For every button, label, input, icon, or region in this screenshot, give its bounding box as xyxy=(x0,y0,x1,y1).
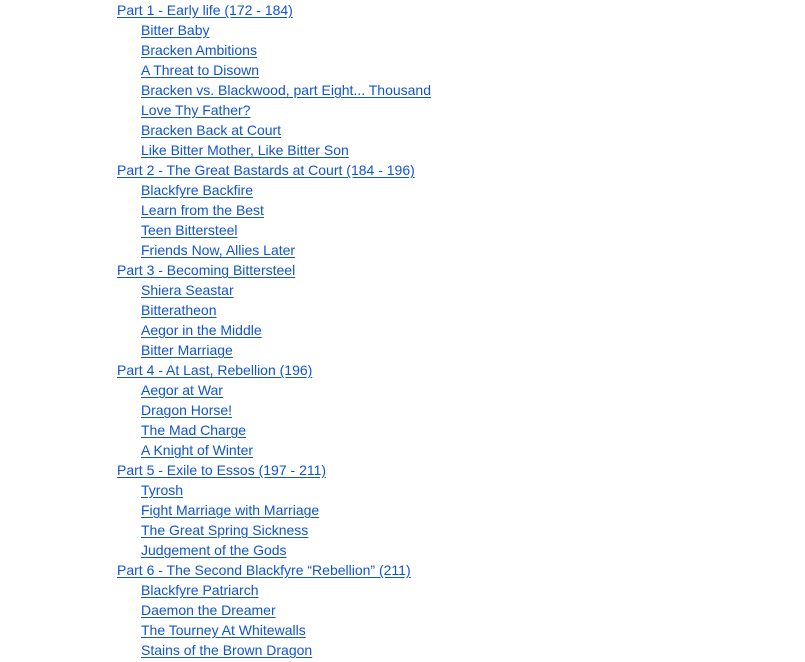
toc-chapter-item xyxy=(117,340,431,360)
toc-chapter-item xyxy=(117,440,431,460)
toc-chapter-link[interactable]: The Mad Charge xyxy=(141,422,247,438)
toc-chapter-link[interactable]: Dragon Horse! xyxy=(141,402,233,418)
toc-chapter-item xyxy=(117,180,431,200)
toc-chapter-link[interactable]: A Threat to Disown xyxy=(141,62,260,78)
toc-part-link[interactable]: Part 4 - At Last, Rebellion (196) xyxy=(117,362,313,378)
toc-chapter-link[interactable]: Teen Bittersteel xyxy=(141,222,238,238)
toc-chapter-item xyxy=(117,60,431,80)
table-of-contents xyxy=(117,0,431,660)
toc-chapter-link[interactable]: Tyrosh xyxy=(141,482,184,498)
toc-chapter-item xyxy=(117,580,431,600)
toc-chapter-link[interactable]: Learn from the Best xyxy=(141,202,264,218)
toc-chapter-link[interactable]: Fight Marriage with Marriage xyxy=(141,502,320,518)
toc-chapter-item xyxy=(117,520,431,540)
toc-part-link[interactable]: Part 2 - The Great Bastards at Court (184 - 196) xyxy=(117,162,415,178)
toc-part-item xyxy=(117,360,431,380)
toc-part-link[interactable]: Part 1 - Early life (172 - 184) xyxy=(117,2,293,18)
toc-chapter-link[interactable]: Friends Now, Allies Later xyxy=(141,242,296,258)
toc-chapter-item xyxy=(117,600,431,620)
toc-chapter-link[interactable]: Love Thy Father? xyxy=(141,102,251,118)
toc-chapter-item xyxy=(117,40,431,60)
toc-chapter-item xyxy=(117,300,431,320)
toc-part-link[interactable]: Part 6 - The Second Blackfyre “Rebellion” (211) xyxy=(117,562,411,578)
toc-chapter-item xyxy=(117,500,431,520)
toc-chapter-item xyxy=(117,100,431,120)
toc-part-link[interactable]: Part 5 - Exile to Essos (197 - 211) xyxy=(117,462,327,478)
toc-chapter-link[interactable]: The Tourney At Whitewalls xyxy=(141,622,306,638)
toc-chapter-item xyxy=(117,480,431,500)
toc-chapter-item xyxy=(117,380,431,400)
toc-chapter-link[interactable]: Aegor in the Middle xyxy=(141,322,262,338)
toc-chapter-item xyxy=(117,120,431,140)
toc-chapter-link[interactable]: Aegor at War xyxy=(141,382,223,398)
toc-part-item xyxy=(117,460,431,480)
toc-chapter-link[interactable]: Shiera Seastar xyxy=(141,282,234,298)
toc-chapter-item xyxy=(117,80,431,100)
toc-chapter-link[interactable]: Daemon the Dreamer xyxy=(141,602,276,618)
toc-chapter-link[interactable]: Bracken vs. Blackwood, part Eight... Thousand xyxy=(141,82,432,98)
toc-chapter-link[interactable]: Judgement of the Gods xyxy=(141,542,287,558)
toc-part-item xyxy=(117,0,431,20)
toc-chapter-item xyxy=(117,420,431,440)
toc-chapter-item xyxy=(117,540,431,560)
toc-chapter-link[interactable]: Bitteratheon xyxy=(141,302,217,318)
toc-chapter-item xyxy=(117,140,431,160)
toc-chapter-link[interactable]: Stains of the Brown Dragon xyxy=(141,642,313,658)
toc-chapter-link[interactable]: Blackfyre Patriarch xyxy=(141,582,259,598)
toc-chapter-item xyxy=(117,20,431,40)
toc-chapter-item xyxy=(117,200,431,220)
toc-chapter-link[interactable]: Like Bitter Mother, Like Bitter Son xyxy=(141,142,349,158)
toc-part-item xyxy=(117,260,431,280)
toc-chapter-link[interactable]: Bitter Marriage xyxy=(141,342,233,358)
toc-chapter-item xyxy=(117,620,431,640)
toc-chapter-link[interactable]: Bracken Ambitions xyxy=(141,42,257,58)
toc-chapter-item xyxy=(117,640,431,660)
toc-chapter-link[interactable]: Bracken Back at Court xyxy=(141,122,282,138)
toc-chapter-item xyxy=(117,220,431,240)
toc-part-link[interactable]: Part 3 - Becoming Bittersteel xyxy=(117,262,296,278)
toc-chapter-item xyxy=(117,320,431,340)
toc-chapter-item xyxy=(117,400,431,420)
toc-chapter-link[interactable]: The Great Spring Sickness xyxy=(141,522,309,538)
toc-chapter-link[interactable]: A Knight of Winter xyxy=(141,442,254,458)
toc-chapter-link[interactable]: Blackfyre Backfire xyxy=(141,182,254,198)
toc-chapter-link[interactable]: Bitter Baby xyxy=(141,22,210,38)
toc-part-item xyxy=(117,160,431,180)
toc-chapter-item xyxy=(117,280,431,300)
toc-chapter-item xyxy=(117,240,431,260)
toc-part-item xyxy=(117,560,431,580)
